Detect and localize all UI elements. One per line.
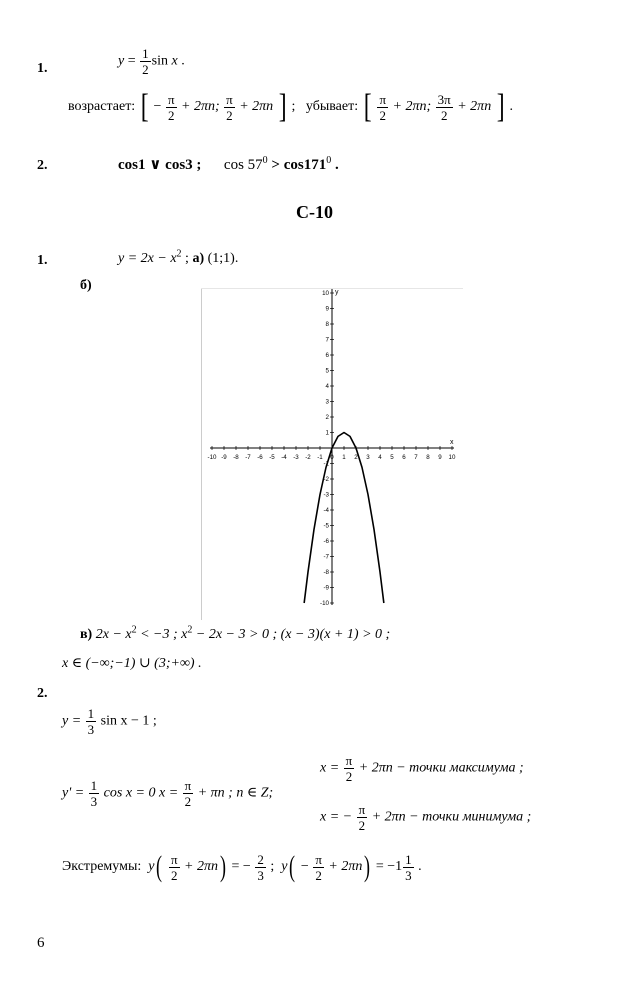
dot: .	[181, 53, 185, 69]
x-tick-label: 3	[366, 454, 370, 461]
monotonic-intervals-line	[68, 90, 513, 124]
problem-number-1: 1.	[37, 253, 48, 268]
x-tick-label: 4	[378, 454, 382, 461]
x-tick-label: 2	[354, 454, 358, 461]
denominator: 2	[379, 107, 386, 123]
denominator: 2	[358, 818, 366, 833]
term-2pin: + 2πn	[184, 859, 219, 875]
cos57: cos 57	[223, 157, 263, 173]
right-paren: )	[220, 850, 227, 883]
min-text: + 2πn − точки минимума ;	[371, 809, 532, 825]
numerator: 1	[142, 46, 149, 61]
denominator: 2	[345, 769, 353, 784]
x-tick-label: 7	[414, 454, 418, 461]
parabola-graph	[201, 288, 463, 620]
equals-sign: =	[127, 53, 136, 69]
fraction-pi-over-2	[166, 93, 177, 122]
denominator: 3	[257, 867, 264, 883]
y-tick-label: -9	[323, 584, 329, 592]
y-tick-label: 4	[325, 383, 329, 391]
dot: .	[418, 859, 422, 875]
x-tick-label: -10	[207, 454, 217, 461]
y-tick-label: -10	[320, 600, 329, 608]
x-tick-label: 0	[330, 454, 334, 461]
equals-minus: = −	[231, 859, 251, 875]
ineq-part-3: − 2x − 3 > 0 ; (x − 3)(x + 1) > 0 ;	[192, 627, 391, 642]
y-tick-label: -2	[323, 476, 329, 484]
minus-sign: −	[300, 859, 309, 875]
denominator: 3	[90, 794, 98, 809]
period-term: + πn ; n ∈ Z;	[197, 785, 274, 801]
var-y: y	[118, 53, 125, 69]
y-tick-label: -3	[323, 491, 329, 499]
degree-sup: 0	[326, 155, 332, 166]
y-tick-label: -4	[323, 507, 329, 515]
fraction-3pi-over-2	[436, 93, 453, 122]
fraction-one-half	[140, 47, 151, 76]
numerator: 1	[87, 706, 95, 721]
fraction-one-third	[86, 707, 97, 736]
x-tick-label: -6	[257, 454, 263, 461]
x-tick-label: -1	[317, 454, 323, 461]
y-tick-label: -6	[323, 538, 329, 546]
fraction-one-third	[89, 779, 100, 808]
page-number: 6	[37, 935, 45, 951]
right-bracket: ]	[278, 88, 287, 125]
fraction-pi-over-2	[224, 93, 235, 122]
numerator: π	[184, 778, 192, 793]
minus-sign: −	[153, 99, 162, 115]
problem-number-2: 2.	[37, 686, 48, 701]
denominator: 3	[87, 722, 95, 737]
sin-text: sin	[151, 53, 168, 69]
denominator: 2	[315, 867, 322, 883]
cos-comparison	[118, 155, 339, 174]
semicolon: ;	[291, 99, 296, 115]
x-tick-label: 9	[438, 454, 442, 461]
extrema-line	[62, 852, 422, 882]
extrema-label: Экстремумы:	[62, 859, 142, 875]
var-x: x	[171, 53, 178, 69]
y-tick-label: 1	[325, 429, 329, 437]
numerator: π	[226, 91, 233, 107]
numerator: π	[379, 91, 387, 107]
maximum-points	[320, 754, 524, 783]
part-b-label: б)	[80, 278, 92, 293]
right-paren: )	[364, 850, 371, 883]
var-y: y	[148, 859, 155, 875]
y-tick-label: 6	[325, 352, 329, 360]
term-2pin: + 2πn;	[181, 99, 220, 115]
part-a-label: а)	[192, 251, 205, 266]
fraction-pi-over-2	[183, 779, 194, 808]
x-equals-minus: x = −	[320, 809, 353, 825]
left-paren: (	[289, 850, 296, 883]
x-tick-label: -9	[221, 454, 227, 461]
dot: .	[509, 99, 514, 115]
y-tick-label: 9	[325, 305, 329, 313]
fraction-one-third	[403, 853, 414, 882]
fraction-two-thirds	[255, 853, 266, 882]
separator: ;	[181, 251, 193, 266]
denominator: 2	[184, 794, 192, 809]
item-number-2: 2.	[37, 158, 48, 173]
denominator: 3	[405, 867, 412, 883]
y-tick-label: -7	[323, 553, 329, 561]
y-tick-label: -8	[323, 569, 329, 577]
x-tick-label: 10	[448, 454, 456, 461]
x-tick-label: -5	[269, 454, 275, 461]
cos-equation: cos x = 0 x =	[103, 785, 179, 801]
denominator: 2	[167, 107, 175, 123]
numerator: 1	[90, 778, 98, 793]
formula-text: y = 2x − x	[118, 251, 177, 266]
x-tick-label: 5	[390, 454, 394, 461]
x-tick-label: -4	[281, 454, 287, 461]
degree-sup: 0	[262, 155, 268, 166]
square-sup: 2	[131, 624, 137, 636]
square-sup: 2	[176, 248, 182, 260]
solution-set: x ∈ (−∞;−1) ∪ (3;+∞) .	[62, 656, 202, 671]
y-tick-label: 10	[322, 290, 329, 298]
y-tick-label: 7	[325, 336, 329, 344]
ineq-part-2: < −3 ; x	[136, 627, 188, 642]
y-tick-label: 8	[325, 321, 329, 329]
equals-minus-one: = −1	[375, 859, 403, 875]
cos171: > cos171	[267, 157, 327, 173]
increase-label: возрастает:	[68, 99, 136, 115]
left-bracket: [	[140, 88, 149, 125]
denominator: 2	[142, 62, 149, 77]
y-tick-label: -1	[323, 460, 329, 468]
term-2pin: + 2πn	[239, 99, 274, 115]
numerator: π	[315, 851, 322, 867]
var-y: y	[281, 859, 288, 875]
left-paren: (	[156, 850, 163, 883]
y-tick-label: 5	[325, 367, 329, 375]
x-tick-label: 1	[342, 454, 346, 461]
fraction-pi-over-2	[344, 754, 355, 783]
term-2pin: + 2πn;	[392, 99, 432, 115]
x-tick-label: -3	[293, 454, 299, 461]
square-sup: 2	[187, 624, 193, 636]
numerator: π	[358, 802, 366, 817]
y-tick-label: -5	[323, 522, 329, 530]
numerator: 1	[405, 851, 412, 867]
derivative-equation	[62, 779, 273, 808]
sine-function-formula	[118, 47, 185, 76]
y-axis-label: y	[335, 289, 339, 296]
item-number-1: 1.	[37, 61, 48, 76]
fraction-pi-over-2	[169, 853, 180, 882]
numerator: π	[167, 91, 175, 107]
y-prime: y' =	[62, 785, 85, 801]
comparison-part-1: cos1 ∨ cos3 ;	[118, 157, 202, 173]
x-tick-label: -8	[233, 454, 239, 461]
minimum-points	[320, 803, 531, 832]
term-2pin: + 2πn	[457, 99, 492, 115]
numerator: π	[170, 851, 178, 867]
x-tick-label: -7	[245, 454, 251, 461]
x-tick-label: 8	[426, 454, 430, 461]
fraction-pi-over-2	[313, 853, 324, 882]
right-bracket: ]	[496, 88, 505, 125]
decrease-label: убывает:	[305, 99, 359, 115]
section-title: С-10	[296, 202, 333, 222]
numerator: 3π	[437, 91, 451, 107]
denominator: 2	[440, 107, 448, 123]
x-tick-label: -2	[305, 454, 311, 461]
denominator: 2	[171, 867, 178, 883]
term-2pin: + 2πn	[328, 859, 363, 875]
fraction-pi-over-2	[357, 803, 368, 832]
denominator: 2	[226, 107, 233, 123]
sin-term: sin x − 1 ;	[100, 713, 157, 729]
numerator: 2	[257, 851, 264, 867]
y-tick-label: 3	[325, 398, 329, 406]
y-tick-label: 2	[325, 414, 329, 422]
x-axis-label: x	[450, 439, 454, 446]
fraction-pi-over-2	[377, 93, 388, 122]
function-definition	[62, 707, 157, 736]
vertex-value: (1;1).	[204, 251, 239, 266]
ineq-part-1: 2x − x	[95, 627, 132, 642]
semicolon: ;	[270, 859, 275, 875]
dot: .	[331, 157, 339, 173]
parabola-formula	[118, 248, 239, 267]
max-text: + 2πn − точки максимума ;	[358, 760, 524, 776]
y-equals: y =	[62, 713, 82, 729]
part-v-label: в)	[80, 627, 93, 642]
x-tick-label: 6	[402, 454, 406, 461]
x-equals: x =	[320, 760, 340, 776]
inequality-solution	[80, 624, 391, 643]
left-bracket: [	[363, 88, 372, 125]
numerator: π	[345, 753, 353, 768]
